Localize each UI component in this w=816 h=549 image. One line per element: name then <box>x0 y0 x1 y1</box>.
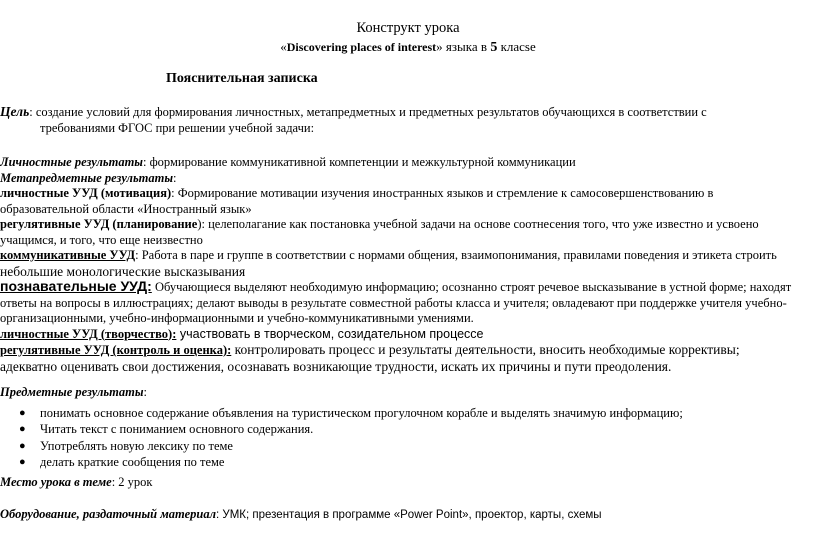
uud-personal-creativity-label: личностные УУД (творчество): <box>0 326 177 341</box>
uud-regulative-planning-label: регулятивные УУД (планирование <box>0 217 198 231</box>
subtitle-close-quote: » <box>436 39 443 54</box>
lesson-place-text: : 2 урок <box>111 475 153 489</box>
meta-results-label: Метапредметные результаты <box>0 170 174 185</box>
uud-regulative-planning-close: ) <box>197 217 202 231</box>
bullet-icon: ● <box>19 406 26 419</box>
list-item <box>0 454 810 471</box>
uud-communicative-text2: небольшие монологические высказывания <box>0 263 246 279</box>
subject-results-colon: : <box>143 385 147 399</box>
uud-personal-creativity-text: участвовать в творческом, созидательном процессе <box>176 326 484 341</box>
goal-text-line2: требованиями ФГОС при решении учебной задачи: <box>40 120 315 135</box>
uud-cognitive-text3: организационными, учебно-информационными и учебно-коммуникативными умениями. <box>0 311 474 325</box>
list-item-text: понимать основное содержание объявления на туристическом прогулочном корабле и выделять значимую информацию; <box>40 405 683 420</box>
subtitle-end: класse <box>497 39 536 54</box>
uud-regulative-planning-text2: учащимся, и того, что еще неизвестно <box>0 232 203 247</box>
list-item <box>0 438 810 455</box>
bullet-icon: ● <box>19 439 26 452</box>
uud-regulative-control-text2: адекватно оценивать свои достижения, осознавать возникающие трудности, искать их причины и пути преодоления. <box>0 358 672 374</box>
subject-results-label: Предметные результаты <box>0 385 144 399</box>
personal-results-text: : формирование коммуникативной компетенции и межкультурной коммуникации <box>142 155 576 169</box>
goal-label: Цель <box>0 104 30 119</box>
list-item-text: делать краткие сообщения по теме <box>40 455 225 469</box>
bullet-icon: ● <box>19 456 26 468</box>
equipment-text-c: », проектор, карты, схемы <box>462 509 602 521</box>
uud-cognitive-text2: ответы на вопросы в иллюстрациях; делают выводы в результате совместной работы класса и учителя; овладевают при поддержке учителя учебно- <box>0 295 787 310</box>
document-subtitle <box>0 39 816 56</box>
equipment-text-a: : УМК; презентация в программе « <box>216 509 401 521</box>
list-item <box>0 405 810 422</box>
subtitle-open-quote: « <box>280 39 287 54</box>
bullet-icon: ● <box>19 423 26 435</box>
results-section <box>0 151 810 374</box>
document-title: Конструкт урока <box>356 20 460 36</box>
uud-personal-motivation-text1: : Формирование мотивации изучения иностранных языков и стремление к самосовершенствованию в <box>171 186 714 200</box>
subject-results-section <box>0 385 810 471</box>
goal-text-line1: : создание условий для формирования личностных, метапредметных и предметных результатов обучающихся в соответствии с <box>29 105 707 119</box>
uud-personal-motivation-label: личностные УУД (мотивация) <box>0 186 172 200</box>
uud-regulative-control-label: регулятивные УУД (контроль и оценка): <box>0 343 232 357</box>
lesson-topic: Discovering places of interest <box>286 40 437 54</box>
equipment-paragraph <box>0 507 810 524</box>
uud-cognitive-text1: Обучающиеся выделяют необходимую информацию; осознанно строят речевое высказывание в устной форме; находят <box>151 280 792 294</box>
uud-communicative-label: коммуникативные УУД <box>0 248 136 262</box>
uud-personal-motivation-text2: образовательной области «Иностранный язык» <box>0 201 252 216</box>
uud-communicative-text1: : Работа в паре и группе в соответствии с нормами общения, взаимопонимания, правилами поведения и этикета строить <box>135 248 777 262</box>
subject-results-list <box>0 405 810 471</box>
subtitle-mid: языка в <box>442 39 491 54</box>
lesson-place-label: Место урока в теме <box>0 475 112 489</box>
uud-regulative-control-text1: контролировать процесс и результаты деятельности, вносить необходимые коррективы; <box>231 342 740 357</box>
list-item-text: Читать текст с пониманием основного содержания. <box>40 422 314 436</box>
list-item <box>0 421 810 438</box>
uud-cognitive-label: познавательные УУД: <box>0 278 152 294</box>
section-heading: Пояснительная записка <box>166 71 318 86</box>
equipment-label: Оборудование, раздаточный материал <box>0 507 217 521</box>
lesson-place-paragraph <box>0 475 810 491</box>
personal-results-label: Личностные результаты <box>0 155 143 169</box>
list-item-text: Употреблять новую лексику по теме <box>40 438 233 453</box>
equipment-text-b: Power Point <box>400 509 463 521</box>
grade-number: 5 <box>490 40 498 55</box>
uud-regulative-planning-text1: : целеполагание как постановка учебной задачи на основе соотнесения того, что уже известно и усвоено <box>201 217 759 231</box>
meta-results-colon: : <box>173 170 177 185</box>
goal-paragraph <box>0 104 810 136</box>
